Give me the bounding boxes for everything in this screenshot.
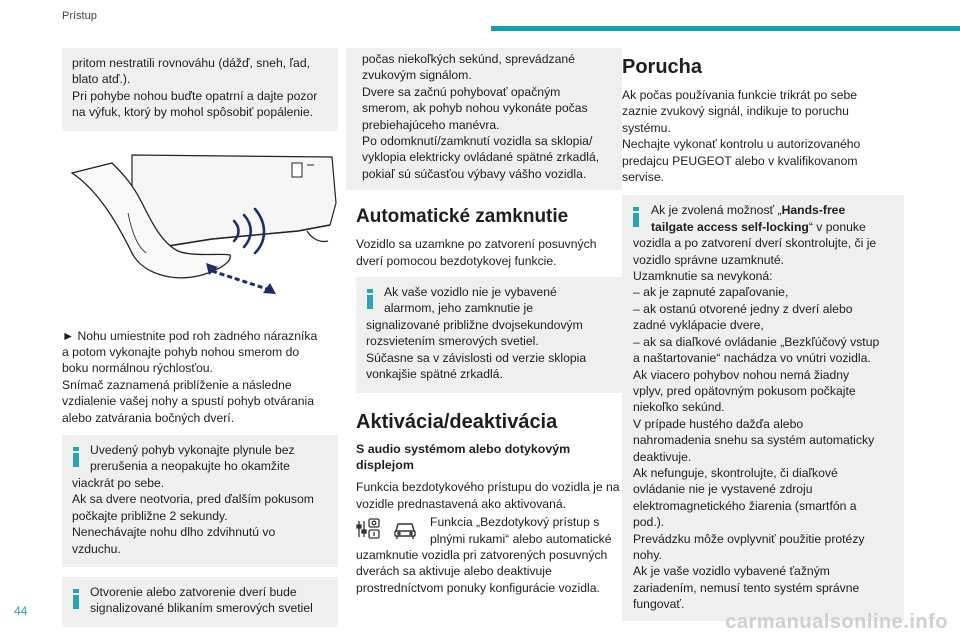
auto-lock-note-box	[356, 277, 622, 392]
instruction-line: ► Nohu umiestnite pod roh zadného nárazníka	[62, 328, 318, 343]
fault-title: Porucha	[622, 56, 703, 78]
watermark: carmanualsonline.info	[725, 611, 948, 633]
note-line: pod.).	[633, 515, 665, 530]
note-line: nohy.	[633, 547, 662, 562]
header-accent-bar	[491, 26, 960, 31]
header-section: Prístup	[62, 10, 97, 22]
auto-lock-title: Automatické zamknutie	[356, 206, 569, 228]
note-line: Súčasne sa v závislosti od verzie sklopia	[366, 350, 587, 365]
column-1	[62, 48, 338, 627]
continued-line: zvukovým signálom.	[362, 68, 472, 83]
note-line: a naštartovanie“ nachádza vo vnútri vozidla.	[633, 351, 871, 366]
continued-line: Dvere sa začnú pohybovať opačným	[362, 84, 561, 99]
audio-subtitle-line: S audio systémom alebo dotykovým	[356, 441, 571, 456]
fault-line: Nechajte vykonať kontrolu u autorizovaného	[622, 137, 861, 152]
car-icon	[392, 516, 418, 542]
audio-text	[356, 479, 622, 512]
function-line: plnými rukami“ alebo automatické	[430, 531, 612, 546]
note-line: Ak nefunguje, skontrolujte, či diaľkové	[633, 465, 838, 480]
note-line: rozsvietením smerových svetiel.	[366, 334, 539, 349]
note-line: Prevádzku môže ovplyvniť použitie protézy	[633, 531, 865, 546]
fault-line: zaznie zvukový signál, indikuje to poruchu	[622, 104, 849, 119]
fault-line: systému.	[622, 120, 671, 135]
note-line: Ak viacero pohybov nohou nemá žiadny	[633, 367, 850, 382]
function-icons	[356, 516, 418, 542]
note-line: vonkajšie spätné zrkadlá.	[366, 367, 503, 382]
continued-line: počas niekoľkých sekúnd, sprevádzané	[362, 52, 575, 66]
note-line: signalizované približne dvojsekundovým	[366, 317, 583, 332]
foot-under-bumper-illustration	[62, 143, 338, 313]
continued-line: vyklopia elektricky ovládané spätné zrkadlá,	[362, 150, 600, 165]
note-line: fungovať.	[633, 597, 685, 612]
vehicle-settings-icon	[356, 516, 382, 542]
intro-box	[62, 48, 338, 131]
note-line: zariadením, nemusí tento systém správne	[633, 580, 860, 595]
note-box	[62, 435, 338, 567]
note-line: Nenechávajte nohu dlho zdvihnutú vo	[72, 525, 276, 540]
note-line: Otvorenie alebo zatvorenie dverí bude	[90, 584, 297, 599]
auto-lock-line: dverí pomocou bezdotykovej funkcie.	[356, 253, 557, 268]
note-line: vozidla a po zatvorení dverí skontrolujte, či je	[633, 236, 877, 251]
note-line	[633, 202, 896, 218]
note-line: Uzamknutie sa nevykoná:	[633, 269, 773, 284]
note-line: Ak sa dvere neotvoria, pred ďalším pokusom	[72, 492, 314, 507]
note-line: ovládanie nie je vystavené zdroju	[633, 482, 813, 497]
info-note-icon	[73, 589, 79, 609]
note-line: elektromagnetického žiarenia (smartfón a	[633, 498, 857, 513]
note-line: niekoľko sekúnd.	[633, 400, 725, 415]
instruction-line: Snímač zaznamená priblíženie a následne	[62, 377, 292, 392]
note-line: Uvedený pohyb vykonajte plynule bez	[90, 443, 295, 458]
instruction-line: alebo zatvárania bočných dverí.	[62, 410, 235, 425]
instruction-line: boku normálnou rýchlosťou.	[62, 361, 213, 376]
audio-line: Funkcia bezdotykového prístupu do vozidla je na	[356, 480, 620, 495]
note-lead: Ak je zvolená možnosť „	[651, 203, 782, 218]
note-line: V prípade hustého dažďa alebo	[633, 416, 804, 431]
note-line: signalizované blikaním smerových svetiel	[90, 601, 313, 616]
note-box	[62, 577, 338, 627]
intro-line: pritom nestratili rovnováhu (dážď, sneh, ľad,	[72, 56, 310, 70]
note-line: vozidlo správne uzamknuté.	[633, 252, 785, 267]
function-line: uzamknutie vozidla pri zatvorených posuvných	[356, 547, 608, 562]
column-3	[622, 56, 904, 621]
info-note-icon	[367, 289, 373, 309]
instruction-line: a potom vykonajte pohyb nohou smerom do	[62, 345, 300, 360]
info-note-icon	[73, 447, 79, 467]
fault-line: Ak počas používania funkcie trikrát po sebe	[622, 88, 858, 102]
function-line: Funkcia „Bezdotykový prístup s	[430, 515, 600, 530]
self-locking-note-box	[622, 195, 904, 620]
fault-text	[622, 87, 904, 185]
note-line: alarmom, jeho zamknutie je	[384, 301, 534, 316]
instruction-line: vzdialenie vašej nohy a spustí pohyb otvárania	[62, 394, 315, 409]
note-line: nahromadenia snehu sa systém automaticky	[633, 433, 875, 448]
note-line: počkajte približne 2 sekundy.	[72, 508, 228, 523]
audio-subtitle-line: displejom	[356, 457, 414, 472]
note-line: Ak vaše vozidlo nie je vybavené	[384, 285, 557, 300]
intro-line: blato atď.).	[72, 72, 131, 87]
note-line: – ak je zapnuté zapaľovanie,	[633, 285, 789, 300]
intro-line: Pri pohybe nohou buďte opatrní a dajte pozor	[72, 88, 318, 103]
note-after: “ v ponuke	[808, 219, 866, 234]
auto-lock-text	[356, 236, 622, 269]
continued-line: prebiehajúceho manévra.	[362, 117, 500, 132]
audio-subtitle	[356, 441, 622, 474]
note-line: viackrát po sebe.	[72, 475, 165, 490]
column-2	[346, 48, 622, 596]
function-block	[356, 514, 622, 596]
note-line	[633, 219, 896, 235]
continued-line: Po odomknutí/zamknutí vozidla sa sklopia/	[362, 134, 593, 149]
info-note-icon	[633, 207, 639, 227]
continued-line: smerom, ak pohyb nohou vykonáte počas	[362, 101, 588, 116]
option-name-part-1: Hands-free	[781, 203, 846, 218]
option-name-part-2: tailgate access self-locking	[651, 219, 809, 234]
activation-title: Aktivácia/deaktivácia	[356, 410, 558, 433]
note-line: zadné vyklápacie dvere,	[633, 318, 764, 333]
continued-box	[346, 48, 622, 190]
fault-line: predajcu PEUGEOT alebo v kvalifikovanom	[622, 153, 858, 168]
instruction-text	[62, 328, 338, 426]
note-line: – ak ostanú otvorené jedny z dverí alebo	[633, 301, 853, 316]
note-line: vplyv, pred opätovným pokusom počkajte	[633, 383, 856, 398]
note-line: deaktivuje.	[633, 449, 692, 464]
note-line: Ak je vaše vozidlo vybavené ťažným	[633, 564, 830, 579]
note-line: prerušenia a neopakujte ho okamžite	[90, 459, 290, 474]
auto-lock-line: Vozidlo sa uzamkne po zatvorení posuvných	[356, 237, 597, 252]
function-line: dverách sa aktivuje alebo deaktivuje	[356, 564, 552, 579]
intro-line: na výfuk, ktorý by mohol spôsobiť popálenie.	[72, 105, 314, 120]
page-number: 44	[14, 604, 28, 618]
fault-line: servise.	[622, 170, 664, 185]
function-line: prostredníctvom ponuky konfigurácie vozidla.	[356, 580, 600, 595]
note-line: vzduchu.	[72, 541, 121, 556]
continued-line: pokiaľ sú súčasťou výbavy vášho vozidla.	[362, 166, 587, 181]
note-line: – ak sa diaľkové ovládanie „Bezkľúčový vstup	[633, 334, 880, 349]
audio-line: vozidle prednastavená ako aktivovaná.	[356, 496, 567, 511]
